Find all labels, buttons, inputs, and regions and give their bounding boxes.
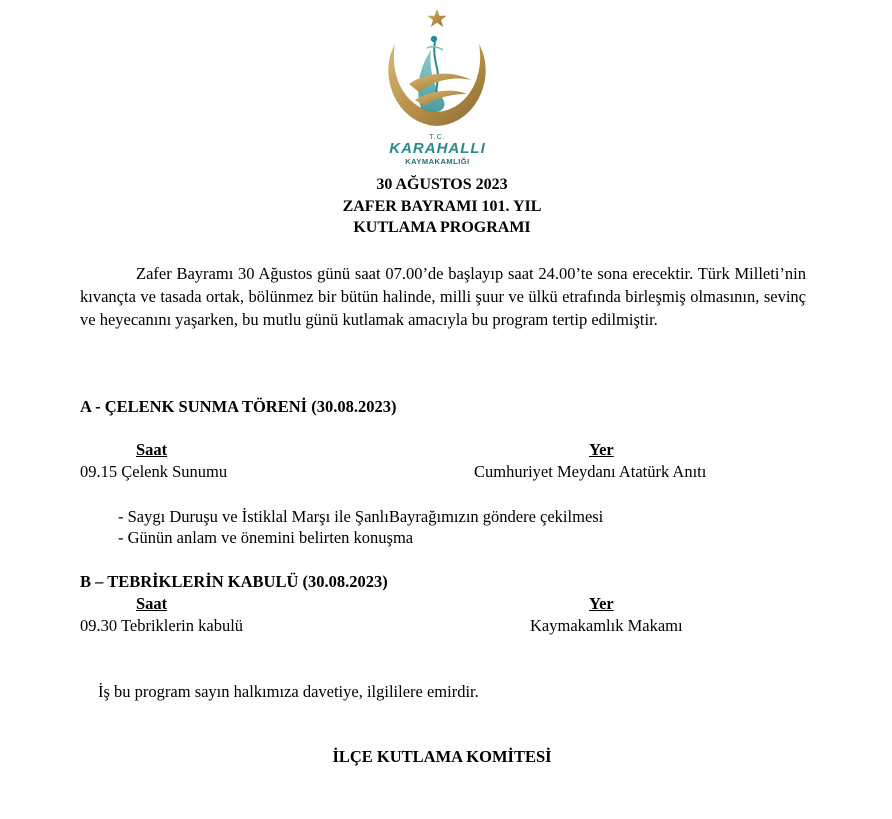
section-a-place: Cumhuriyet Meydanı Atatürk Anıtı xyxy=(474,462,707,481)
logo-subtitle-text: KAYMAKAMLIĞI xyxy=(405,157,470,166)
logo-tc-text: T.C. xyxy=(429,134,446,141)
document-title xyxy=(0,174,884,239)
section-b-place: Kaymakamlık Makamı xyxy=(530,616,683,635)
title-date: 30 AĞUSTOS 2023 xyxy=(376,176,508,193)
committee-signature: İLÇE KUTLAMA KOMİTESİ xyxy=(332,747,552,766)
intro-paragraph xyxy=(80,262,806,331)
section-a-place-header: Yer xyxy=(589,440,614,459)
logo-name-text: KARAHALLI xyxy=(389,140,486,157)
section-a-bullet-2: - Günün anlam ve önemini belirten konuşma xyxy=(118,528,414,547)
section-b-title: B – TEBRİKLERİN KABULÜ (30.08.2023) xyxy=(80,572,388,591)
crescent-star-emblem-icon xyxy=(375,6,500,136)
section-b-event: 09.30 Tebriklerin kabulü xyxy=(80,616,244,635)
section-a-bullet-1: - Saygı Duruşu ve İstiklal Marşı ile ŞanlıBayrağımızın göndere çekilmesi xyxy=(118,507,604,526)
intro-text: Zafer Bayramı 30 Ağustos günü saat 07.00’de başlayıp saat 24.00’te sona erecektir. Türk Milleti’nin kıvançta ve tasada ortak, bölünmez bir bütün halinde, milli şuur ve ülkü etrafında birleşmiş olmasının, sevinç ve heyecanını yaşarken, bu mutlu günü kutlamak amacıyla bu program tertip edilmiştir. xyxy=(80,264,806,329)
title-holiday: ZAFER BAYRAMI 101. YIL xyxy=(342,197,542,215)
section-b-time-header: Saat xyxy=(136,594,168,613)
title-program: KUTLAMA PROGRAMI xyxy=(353,219,531,236)
karahalli-kaymakamligi-logo xyxy=(375,6,500,166)
section-a-time-header: Saat xyxy=(136,440,168,459)
section-b-place-header: Yer xyxy=(589,594,614,613)
closing-statement: İş bu program sayın halkımıza davetiye, ilgililere emirdir. xyxy=(98,682,479,701)
section-a-event: 09.15 Çelenk Sunumu xyxy=(80,462,228,481)
section-a-title: A - ÇELENK SUNMA TÖRENİ (30.08.2023) xyxy=(80,397,397,416)
